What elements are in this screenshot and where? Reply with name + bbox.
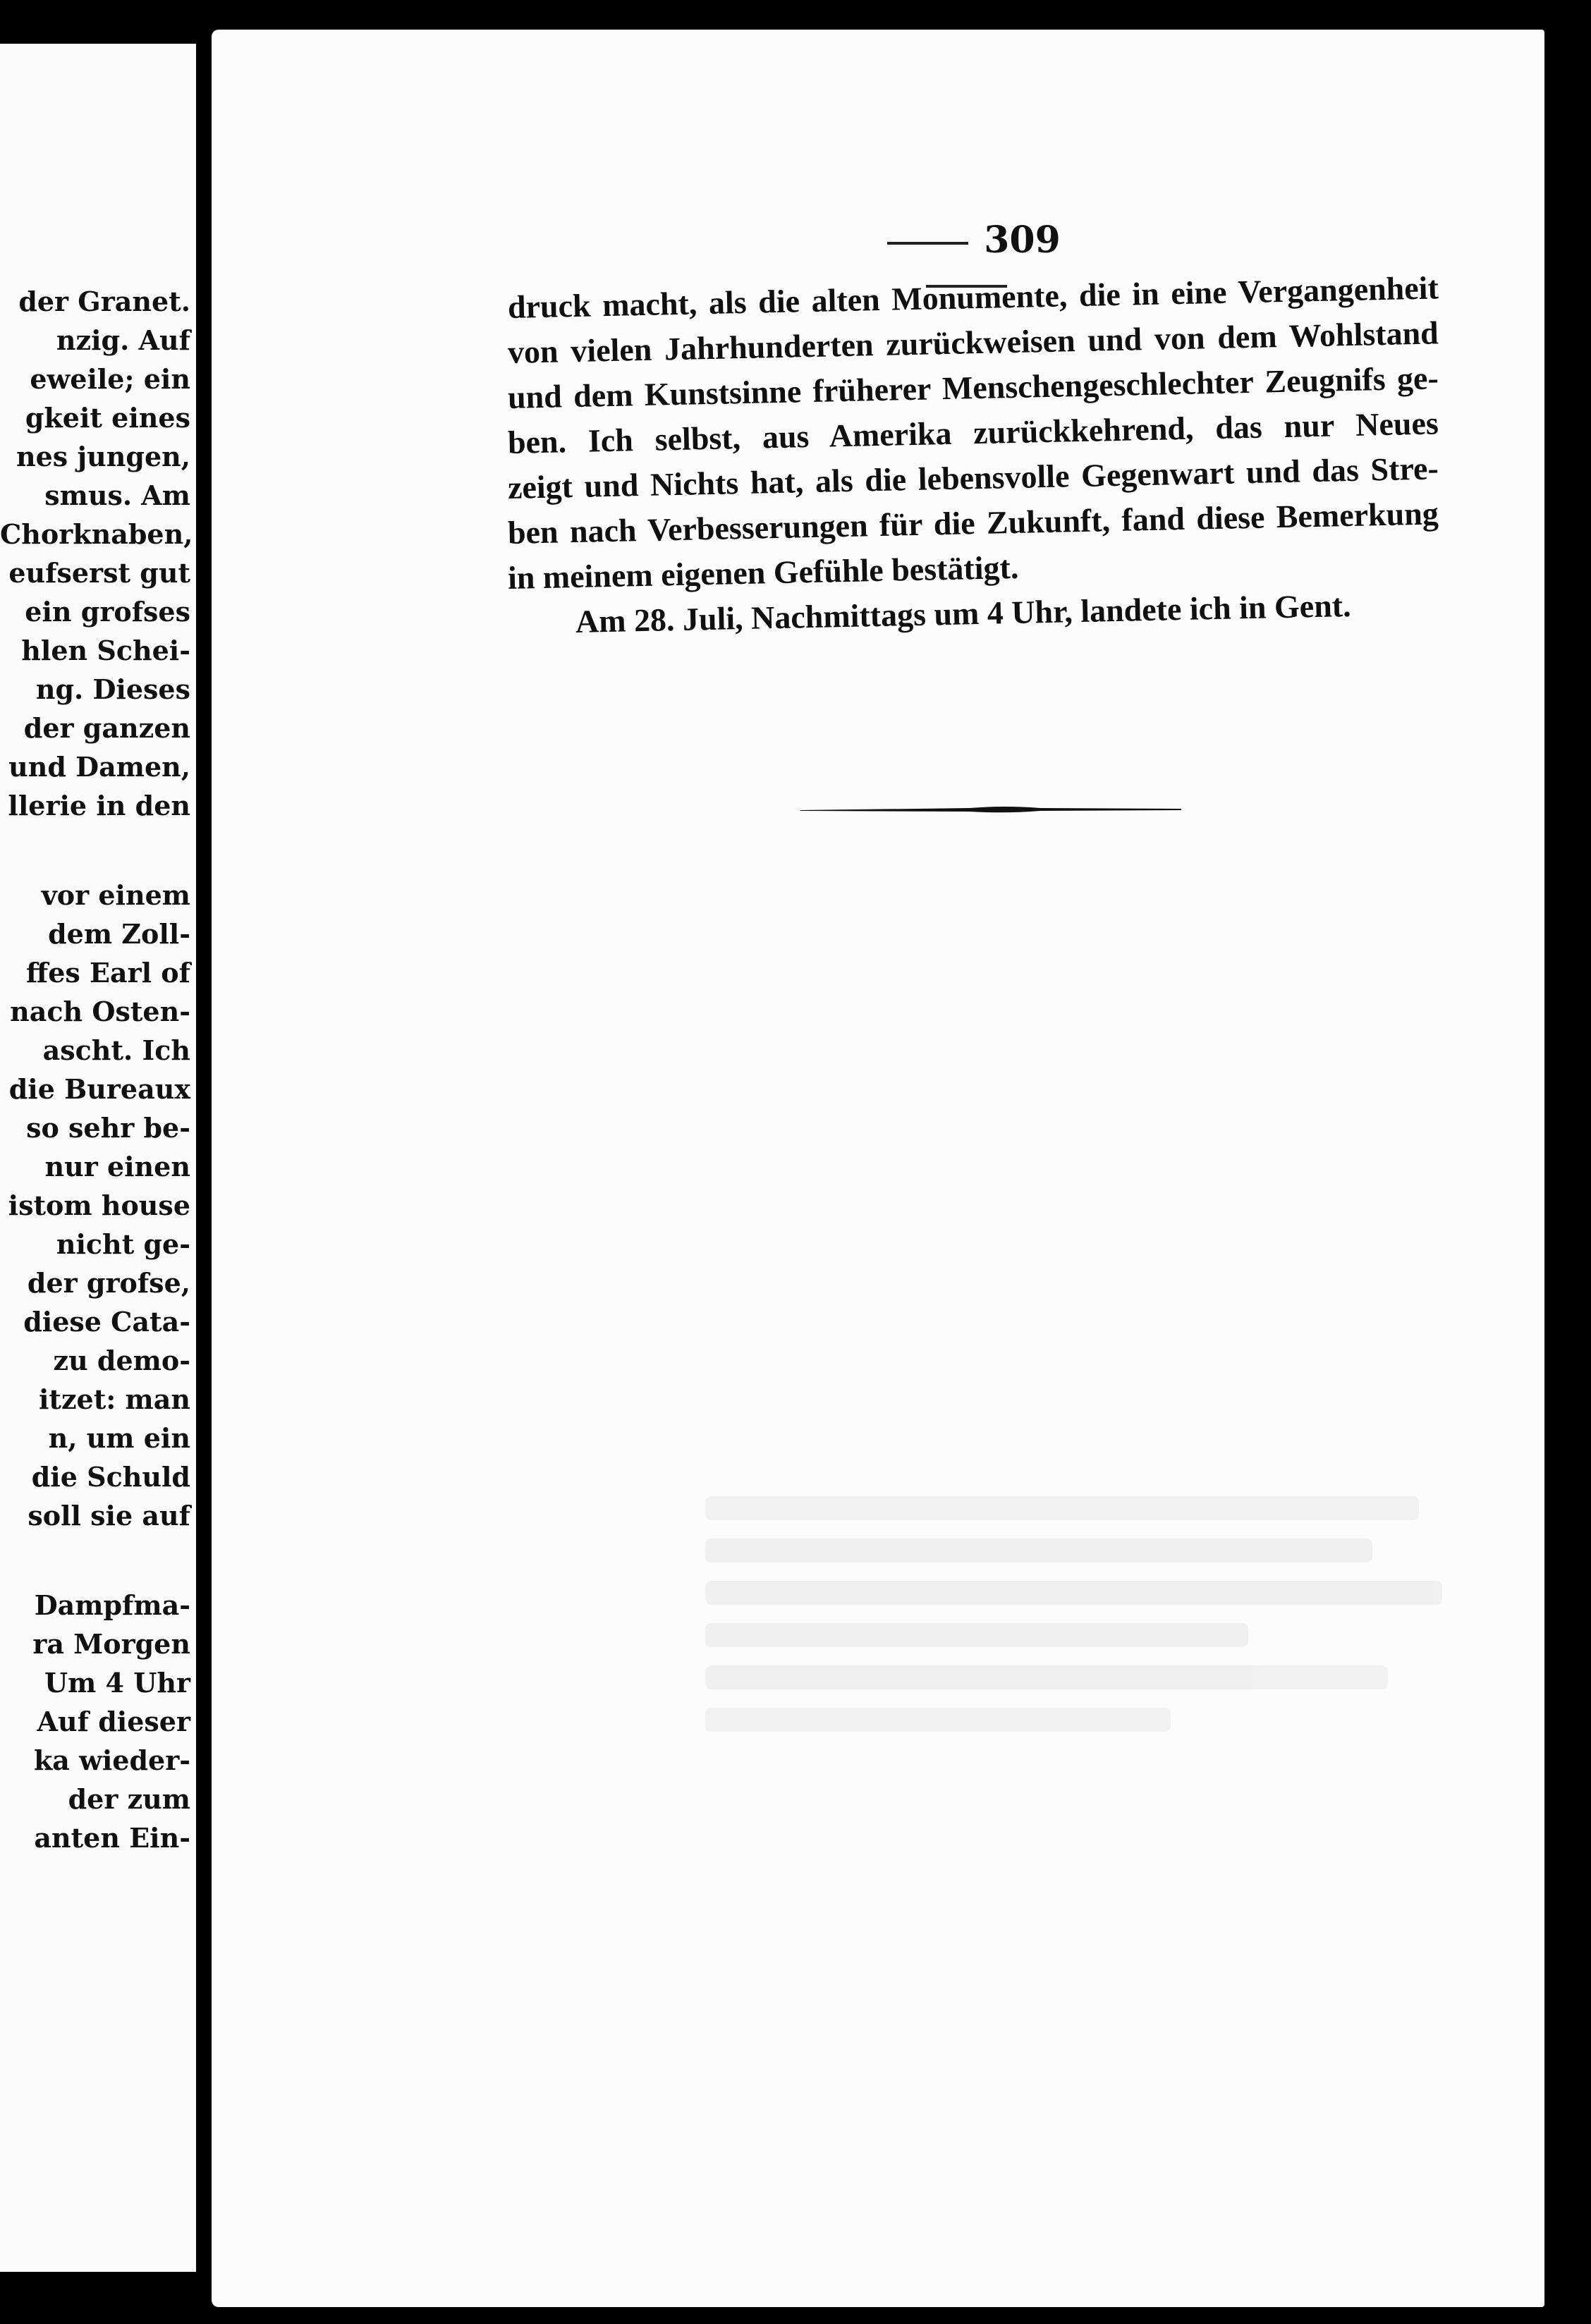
- previous-page-line: istom house: [8, 1189, 190, 1221]
- previous-page-line: eufserst gut: [8, 557, 190, 589]
- previous-page-line: dem Zoll-: [48, 918, 190, 950]
- previous-page-line: ra Morgen: [32, 1628, 190, 1660]
- current-page: [212, 30, 1544, 2307]
- body-line: von vielen Jahrhunderten zurückweisen und von dem Wohlstand: [507, 314, 1439, 370]
- page-number: 309: [825, 219, 1107, 305]
- body-line: in meinem eigenen Gefühle bestätigt.: [507, 549, 1019, 596]
- previous-page-line: die Schuld: [31, 1461, 190, 1493]
- end-ornament-rule: [800, 804, 1181, 815]
- previous-page-line: Chorknaben,: [0, 518, 193, 550]
- previous-page-line: nur einen: [44, 1151, 190, 1182]
- previous-page-line: diese Cata-: [23, 1306, 190, 1338]
- body-line: ben. Ich selbst, aus Amerika zurückkehrend, das nur Neues: [507, 405, 1439, 460]
- body-line: und dem Kunstsinne früherer Menschengeschlechter Zeugnifs ge-: [507, 360, 1439, 415]
- body-line: druck macht, als die alten Monumente, die in eine Vergangenheit: [507, 269, 1439, 325]
- previous-page-line: vor einem: [41, 879, 190, 911]
- previous-page-line: der zum: [68, 1783, 190, 1815]
- previous-page-line: gkeit eines: [25, 402, 190, 434]
- previous-page-line: die Bureaux: [8, 1073, 190, 1105]
- previous-page-line: zu demo-: [53, 1345, 190, 1376]
- previous-page-line: nicht ge-: [56, 1228, 190, 1260]
- previous-page-top-block: [0, 282, 193, 825]
- previous-page-line: ng. Dieses: [35, 673, 190, 705]
- previous-page-line: Dampfma-: [34, 1589, 190, 1621]
- previous-page-middle-block: [0, 876, 190, 1535]
- previous-page-line: nes jungen,: [16, 441, 190, 472]
- previous-page-line: itzet: man: [38, 1383, 190, 1415]
- previous-page-line: und Damen,: [8, 751, 190, 783]
- previous-page-line: nzig. Auf: [56, 324, 190, 356]
- previous-page-line: eweile; ein: [30, 363, 190, 395]
- previous-page-line: smus. Am: [44, 479, 190, 511]
- previous-page-line: ffes Earl of: [26, 957, 190, 989]
- body-line: zeigt und Nichts hat, als die lebensvolle Gegenwart und das Stre-: [507, 450, 1439, 506]
- previous-page-line: hlen Schei-: [21, 635, 190, 666]
- previous-page-text: [0, 282, 193, 1857]
- body-line: ben nach Verbesserungen für die Zukunft, fand diese Bemerkung: [507, 495, 1439, 551]
- previous-page-line: ascht. Ich: [42, 1034, 190, 1066]
- previous-page-line: der ganzen: [23, 712, 190, 744]
- previous-page-line: anten Ein-: [34, 1822, 190, 1854]
- previous-page-line: n, um ein: [48, 1422, 190, 1454]
- body-text: [507, 269, 1439, 646]
- previous-page-bottom-block: [0, 1586, 190, 1857]
- previous-page-fragment: [0, 44, 197, 2272]
- previous-page-line: ka wieder-: [33, 1744, 190, 1776]
- previous-page-line: soll sie auf: [28, 1500, 190, 1531]
- previous-page-line: ein grofses: [25, 596, 190, 628]
- previous-page-line: der grofse,: [27, 1267, 190, 1299]
- previous-page-line: so sehr be-: [26, 1112, 190, 1144]
- final-paragraph: Am 28. Juli, Nachmittags um 4 Uhr, landete ich in Gent.: [575, 587, 1352, 640]
- previous-page-line: Um 4 Uhr: [44, 1667, 190, 1699]
- previous-page-line: llerie in den: [8, 790, 190, 821]
- show-through-text: [705, 1496, 1481, 1849]
- previous-page-line: der Granet.: [18, 286, 190, 317]
- previous-page-line: nach Osten-: [10, 996, 190, 1027]
- previous-page-line: Auf dieser: [37, 1706, 190, 1737]
